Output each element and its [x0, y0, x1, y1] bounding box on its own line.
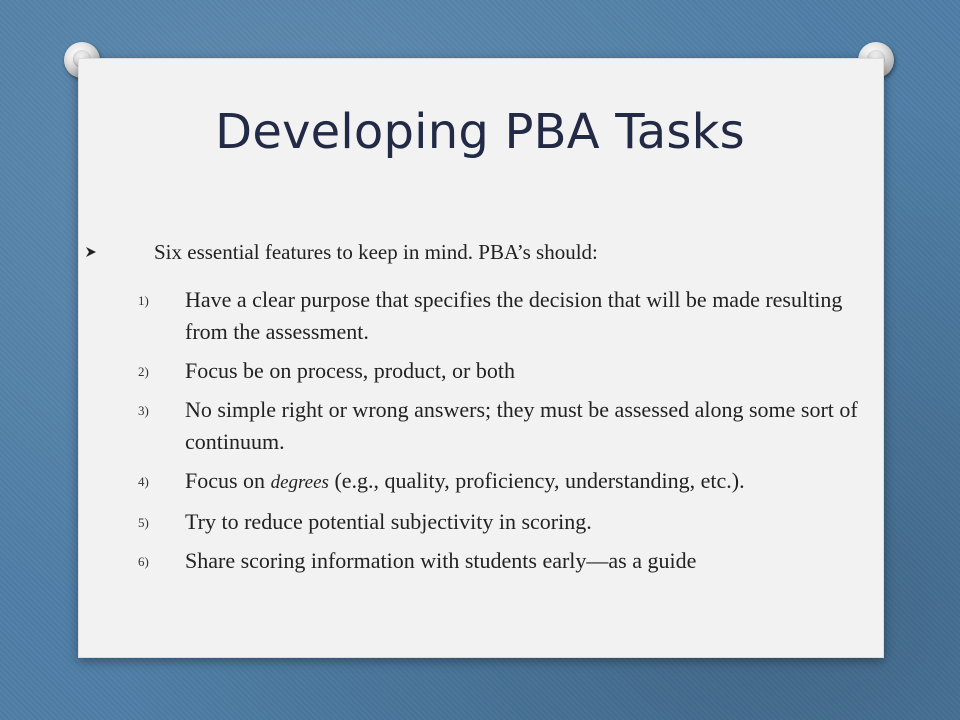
- list-item-marker: 2): [138, 364, 149, 379]
- list-item-text: Try to reduce potential subjectivity in scoring.: [185, 509, 592, 534]
- list-item: [138, 506, 886, 538]
- list-item-text: Have a clear purpose that specifies the decision that will be made resulting from the assessment.: [185, 287, 843, 344]
- list-item-marker: 1): [138, 293, 149, 308]
- slide-title: Developing PBA Tasks: [215, 104, 745, 160]
- list-item-text: Share scoring information with students early—as a guide: [185, 548, 697, 573]
- arrow-bullet-icon: [86, 247, 96, 257]
- list-item-marker: 4): [138, 474, 149, 489]
- list-item: [138, 394, 886, 458]
- list-item-marker: 5): [138, 515, 149, 530]
- list-item-text: Focus be on process, product, or both: [185, 358, 515, 383]
- list-item-text-after: (e.g., quality, proficiency, understanding, etc.).: [328, 468, 745, 493]
- bullet-intro-text: Six essential features to keep in mind. PBA’s should:: [154, 240, 598, 264]
- list-item-emphasis: degrees: [270, 472, 329, 493]
- list-item-text: [185, 468, 745, 493]
- numbered-list: [138, 284, 886, 584]
- list-item: [138, 355, 886, 387]
- list-item-marker: 3): [138, 403, 149, 418]
- list-item-text-before: Focus on: [185, 468, 271, 493]
- list-item: [138, 465, 886, 499]
- list-item: [138, 284, 886, 348]
- list-item-marker: 6): [138, 554, 149, 569]
- list-item-text: No simple right or wrong answers; they must be assessed along some sort of continuum.: [185, 397, 858, 454]
- list-item: [138, 545, 886, 577]
